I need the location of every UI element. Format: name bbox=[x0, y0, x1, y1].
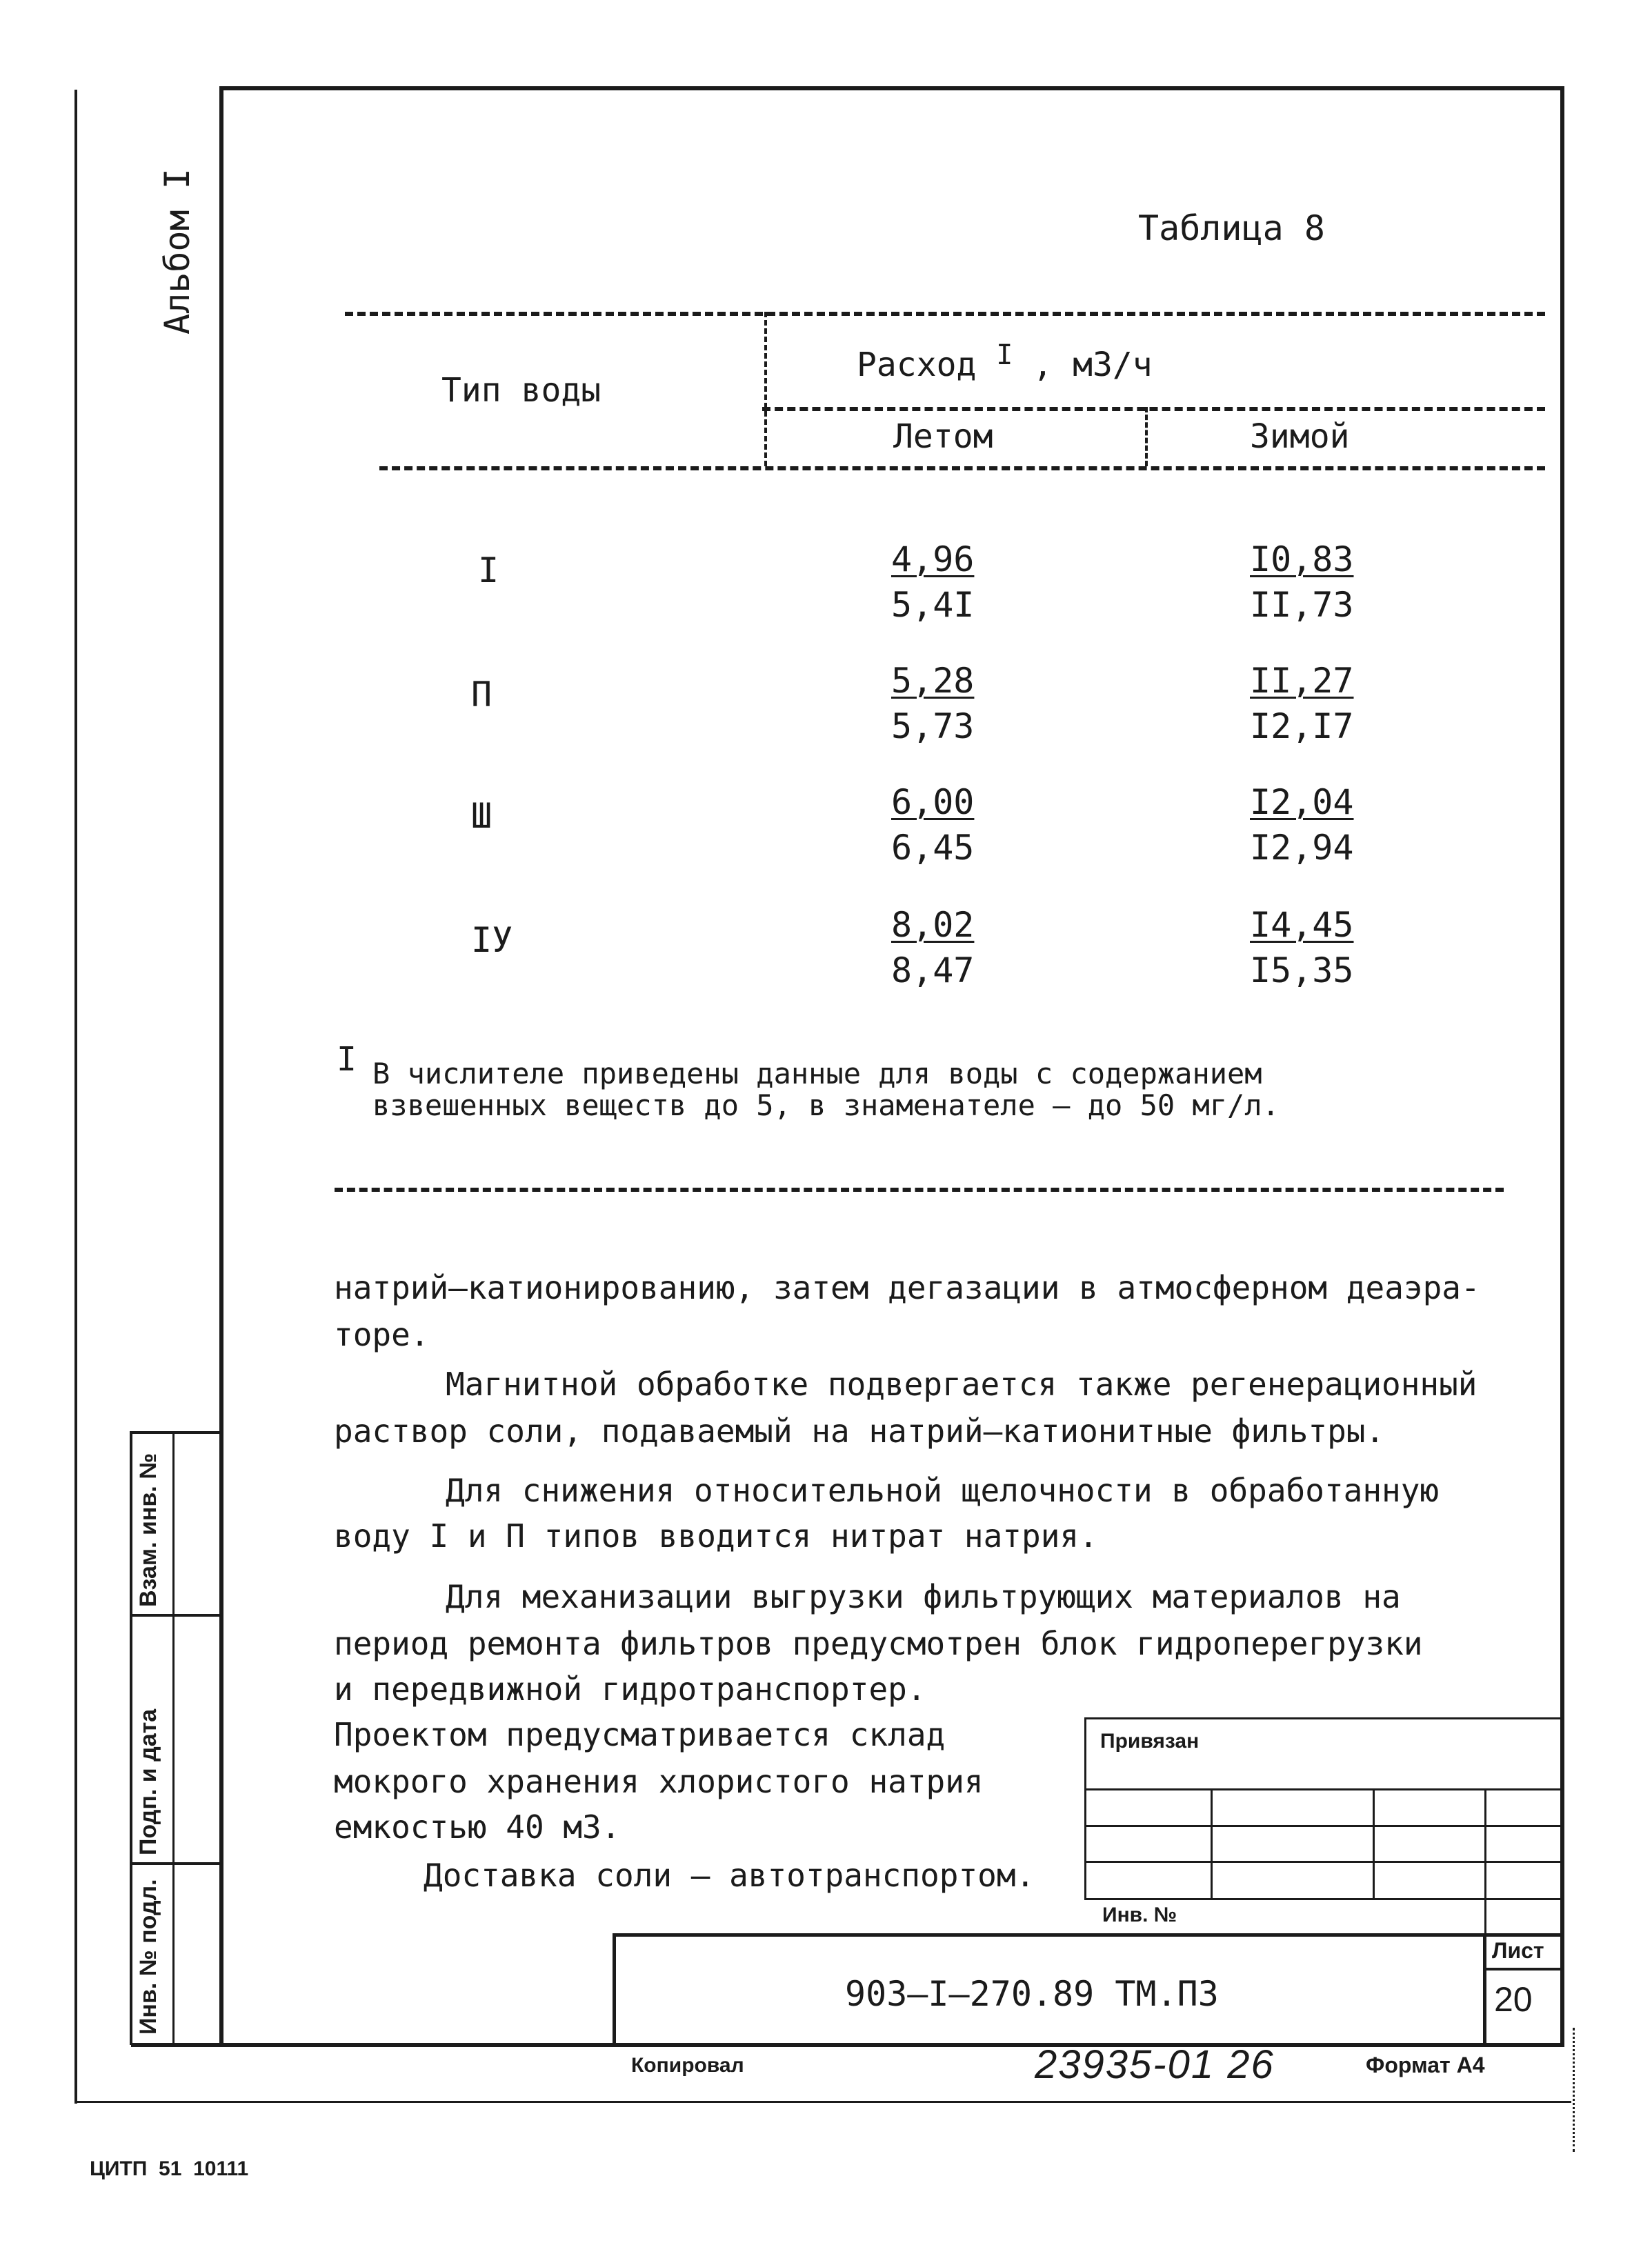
stamp-inv-label: Инв. № bbox=[1102, 1904, 1177, 1926]
footnote-line-2: взвешенных веществ до 5, в знаменателе – до 50 мг/л. bbox=[372, 1088, 1280, 1122]
table-col-divider-1 bbox=[764, 312, 767, 466]
summer-numerator: 4,96 bbox=[891, 539, 975, 579]
winter-numerator: II,27 bbox=[1250, 661, 1354, 701]
paragraph-2-line-2: раствор соли, подаваемый на натрий–катионитные фильтры. bbox=[334, 1413, 1385, 1450]
sheet-number: 20 bbox=[1494, 1980, 1533, 2019]
winter-denominator: II,73 bbox=[1250, 585, 1354, 625]
stamp-code-divider bbox=[1483, 1933, 1486, 2047]
row-type: I bbox=[478, 550, 499, 590]
paragraph-4-line-2: период ремонта фильтров предусмотрен блок гидроперегрузки bbox=[334, 1625, 1423, 1662]
sheet-label: Лист bbox=[1492, 1938, 1544, 1963]
table-end-rule bbox=[335, 1188, 1504, 1192]
col-summer-header: Летом bbox=[893, 417, 993, 456]
document-code: 903–I–270.89 ТМ.ПЗ bbox=[845, 1974, 1219, 2014]
winter-numerator: I4,45 bbox=[1250, 905, 1354, 945]
album-label: Альбом I bbox=[157, 168, 197, 335]
paragraph-3-line-2: воду I и П типов вводится нитрат натрия. bbox=[334, 1517, 1098, 1555]
table-col-divider-2 bbox=[1145, 407, 1148, 466]
stamp-grid-row-2 bbox=[1084, 1861, 1564, 1863]
side-strip-div1 bbox=[130, 1614, 221, 1617]
table-header-bottom-rule bbox=[379, 466, 1545, 470]
summer-numerator: 5,28 bbox=[891, 661, 975, 701]
stamp-grid-col-2 bbox=[1373, 1788, 1375, 1899]
side-strip-mid bbox=[172, 1431, 175, 2045]
stamp-grid-col-1 bbox=[1211, 1788, 1213, 1899]
stamp-grid-col-3 bbox=[1484, 1788, 1486, 1933]
paragraph-5-line-3: емкостью 40 м3. bbox=[334, 1808, 621, 1846]
side-strip-div2 bbox=[130, 1862, 221, 1865]
table-mid-rule bbox=[762, 407, 1545, 411]
col-flow-label: Расход bbox=[857, 346, 977, 384]
paragraph-6-line-1: Доставка соли – автотранспортом. bbox=[424, 1857, 1035, 1894]
side-strip-top bbox=[130, 1431, 221, 1434]
right-edge-marks bbox=[1573, 2028, 1575, 2152]
row-type: IУ bbox=[471, 920, 513, 960]
table-title: Таблица 8 bbox=[1138, 208, 1325, 248]
col-type-header: Тип воды bbox=[441, 371, 601, 410]
footer-copied-label: Копировал bbox=[631, 2054, 744, 2077]
paragraph-5-line-1: Проектом предусматривается склад bbox=[334, 1716, 946, 1753]
stamp-grid bbox=[1084, 1788, 1564, 1900]
paragraph-4-line-3: и передвижной гидротранспортер. bbox=[334, 1670, 926, 1708]
winter-denominator: I5,35 bbox=[1250, 950, 1354, 990]
stamp-bound-label: Привязан bbox=[1100, 1730, 1200, 1753]
footnote-line-1: В числителе приведены данные для воды с содержанием bbox=[372, 1057, 1262, 1090]
summer-numerator: 8,02 bbox=[891, 905, 975, 945]
col-flow-header bbox=[857, 339, 1153, 384]
footer-handwritten-number: 23935-01 26 bbox=[1035, 2042, 1275, 2087]
row-type: Ш bbox=[471, 796, 492, 836]
col-winter-header: Зимой bbox=[1250, 417, 1350, 456]
footer-format-label: Формат А4 bbox=[1366, 2053, 1485, 2077]
footer-org-code: ЦИТП 51 10111 bbox=[90, 2157, 249, 2180]
frame-left-line bbox=[219, 86, 223, 2045]
page-bottom-border bbox=[74, 2101, 1571, 2103]
winter-denominator: I2,94 bbox=[1250, 828, 1354, 868]
side-field-vzam-inv: Взам. инв. № bbox=[135, 1453, 161, 1607]
summer-denominator: 6,45 bbox=[891, 828, 975, 868]
stamp-sheet-divider bbox=[1483, 1968, 1564, 1970]
footnote-mark: I bbox=[337, 1040, 357, 1079]
page-left-border bbox=[74, 90, 77, 2104]
col-flow-unit: , м3/ч bbox=[1033, 346, 1153, 384]
stamp-bound-cell bbox=[1084, 1717, 1564, 1790]
paragraph-1-line-1: натрий–катионированию, затем дегазации в атмосферном деаэра- bbox=[334, 1269, 1480, 1306]
winter-denominator: I2,I7 bbox=[1250, 706, 1354, 746]
summer-denominator: 5,73 bbox=[891, 706, 975, 746]
winter-numerator: I2,04 bbox=[1250, 782, 1354, 822]
col-flow-footnote-mark: I bbox=[996, 339, 1013, 371]
summer-numerator: 6,00 bbox=[891, 782, 975, 822]
paragraph-4-line-1: Для механизации выгрузки фильтрующих материалов на bbox=[446, 1578, 1401, 1615]
row-type: П bbox=[471, 675, 492, 715]
paragraph-3-line-1: Для снижения относительной щелочности в обработанную bbox=[446, 1472, 1440, 1509]
paragraph-1-line-2: торе. bbox=[334, 1316, 430, 1353]
side-field-podp-data: Подп. и дата bbox=[135, 1708, 161, 1855]
table-top-rule bbox=[345, 312, 1545, 316]
summer-denominator: 5,4I bbox=[891, 585, 975, 625]
side-strip-left bbox=[130, 1431, 132, 2045]
frame-top-line bbox=[219, 86, 1564, 90]
winter-numerator: I0,83 bbox=[1250, 539, 1354, 579]
paragraph-5-line-2: мокрого хранения хлористого натрия bbox=[334, 1763, 984, 1800]
stamp-grid-row-1 bbox=[1084, 1825, 1564, 1827]
paragraph-2-line-1: Магнитной обработке подвергается также регенерационный bbox=[446, 1366, 1477, 1403]
side-field-inv-podl: Инв. № подл. bbox=[135, 1879, 161, 2035]
summer-denominator: 8,47 bbox=[891, 950, 975, 990]
